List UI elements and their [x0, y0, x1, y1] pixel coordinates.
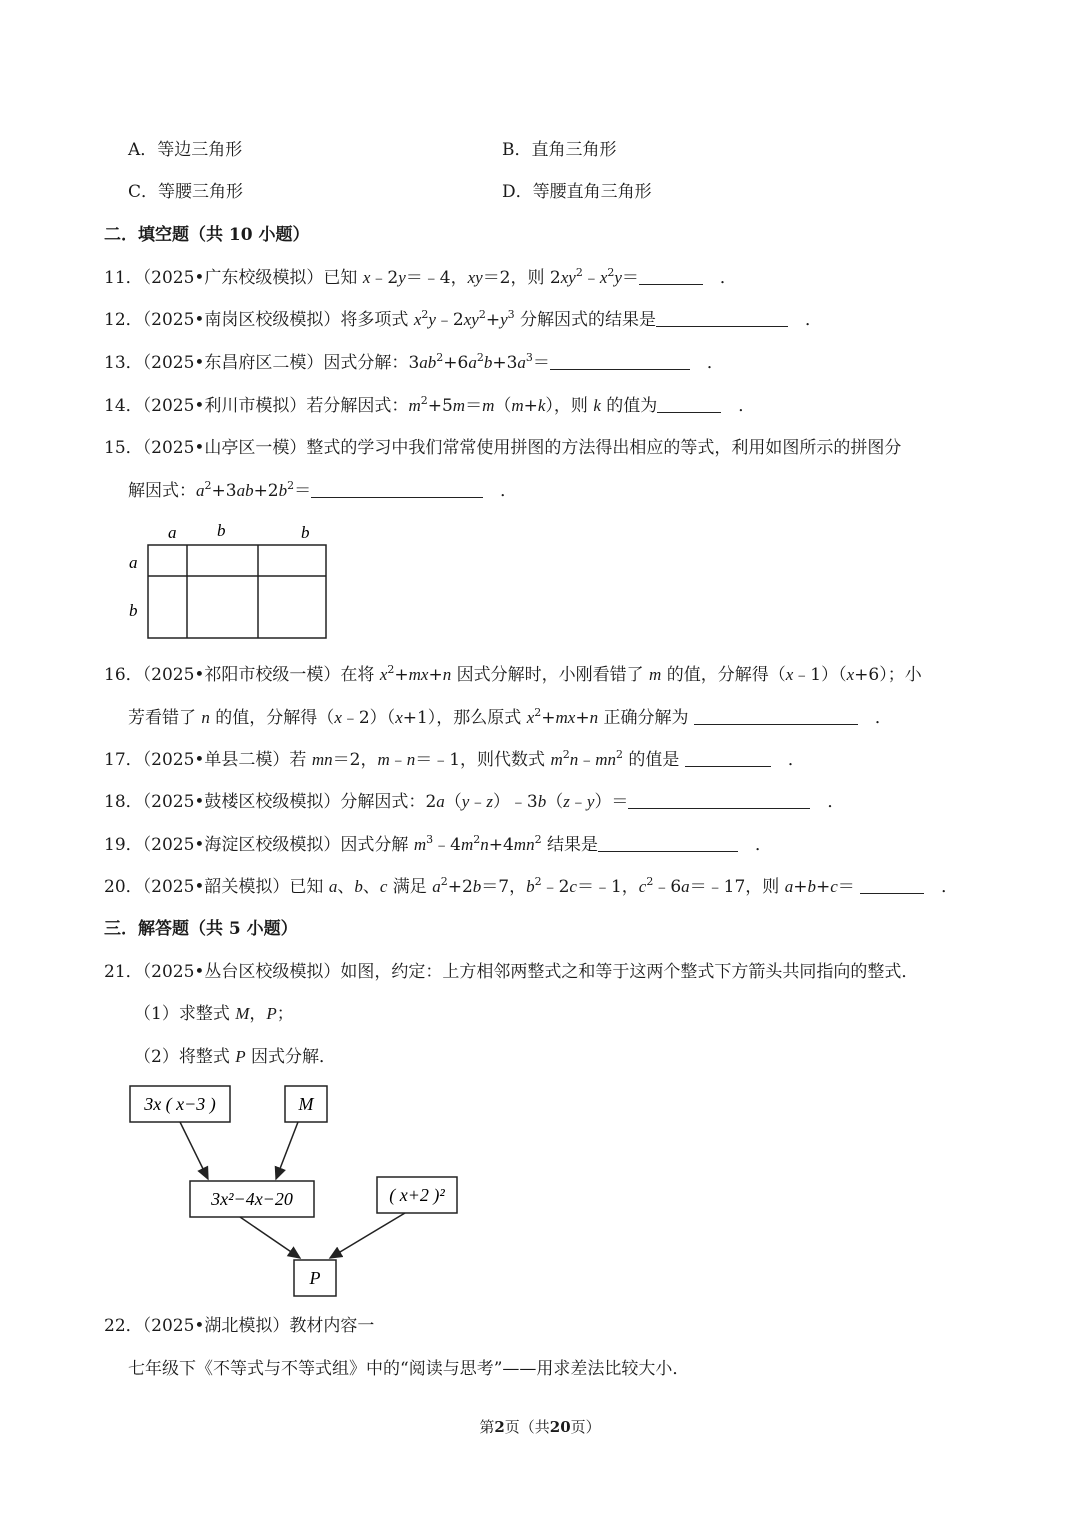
- answer-blank[interactable]: [598, 835, 738, 852]
- tiling-figure: [120, 516, 340, 646]
- section-answer-title: 三．解答题（共 5 小题）: [104, 919, 298, 939]
- question-19: 19．（2025•海淀区校级模拟）因式分解 $m^3﹣4m^2n+4mn^2$ 结果是 ．: [104, 833, 772, 855]
- question-21-part1-prefix: （1）求整式: [134, 1004, 230, 1024]
- answer-blank[interactable]: [628, 792, 810, 809]
- question-11: 11．（2025•广东校级模拟）已知 x﹣2y＝﹣4，xy＝2，则 $2xy^2﹣x^2y=$ ．: [104, 266, 737, 288]
- question-17-prefix: 17．（2025•单县二模）若: [104, 750, 307, 770]
- question-16-prefix: 16．（2025•祁阳市校级一模）在将: [104, 665, 375, 685]
- box-p-text: P: [309, 1268, 321, 1288]
- question-14: 14．（2025•利川市模拟）若分解因式：$m^2+5m=m(m+k)$，则 k 的值为 ．: [104, 394, 756, 416]
- answer-blank[interactable]: [656, 310, 788, 327]
- arrow-4: [330, 1213, 405, 1258]
- page-footer: [0, 1416, 1080, 1437]
- answer-blank[interactable]: [694, 708, 858, 725]
- answer-blank[interactable]: [639, 268, 703, 285]
- question-21-part2: （2）将整式 P 因式分解．: [134, 1047, 337, 1067]
- question-20-prefix: 20．（2025•韶关模拟）已知: [104, 877, 324, 897]
- choice-b: B．直角三角形: [502, 140, 617, 160]
- top-label-a: a: [168, 523, 177, 542]
- question-18-prefix: 18．（2025•鼓楼区校级模拟）分解因式：: [104, 792, 426, 812]
- choice-d: D．等腰直角三角形: [502, 182, 652, 202]
- answer-blank[interactable]: [685, 750, 771, 767]
- box-x-plus-2-squared-text: ( x+2 )²: [389, 1185, 445, 1205]
- box-3x-x-minus-3-text: 3x ( x−3 ): [144, 1094, 216, 1114]
- question-13: 13．（2025•东昌府区二模）因式分解：$3ab^2+6a^2b+3a^3=$ ．: [104, 351, 724, 373]
- question-12-prefix: 12．（2025•南岗区校级模拟）将多项式: [104, 310, 409, 330]
- question-11-prefix: 11．（2025•广东校级模拟）已知: [104, 268, 358, 288]
- question-21-stem: 21．（2025•丛台区校级模拟）如图，约定：上方相邻两整式之和等于这两个整式下方箭头共同指向的整式．: [104, 962, 919, 982]
- question-18: 18．（2025•鼓楼区校级模拟）分解因式：2a（y﹣z）﹣3b（z﹣y）＝ ．: [104, 792, 845, 812]
- question-22-line2: 七年级下《不等式与不等式组》中的“阅读与思考”——用求差法比较大小．: [128, 1359, 690, 1379]
- footer-page-number: 2: [494, 1418, 505, 1436]
- question-14-prefix: 14．（2025•利川市模拟）若分解因式：: [104, 396, 409, 416]
- question-16-line1: 16．（2025•祁阳市校级一模）在将 $x^2+mx+n$ 因式分解时，小刚看错了 m 的值，分解得（x﹣1）（x+6）；小: [104, 663, 922, 685]
- tiling-outline: [148, 545, 326, 638]
- question-16-line2: 芳看错了 n 的值，分解得（x﹣2）（x+1），那么原式 $x^2+mx+n$ 正确分解为 ．: [128, 706, 892, 728]
- side-label-b: b: [129, 601, 138, 620]
- footer-total-pages: 20: [549, 1418, 571, 1436]
- question-13-prefix: 13．（2025•东昌府区二模）因式分解：: [104, 353, 409, 373]
- box-3x2-4x-20-text: 3x²−4x−20: [211, 1189, 293, 1209]
- arrow-3: [240, 1217, 300, 1258]
- choice-a: A．等边三角形: [128, 140, 243, 160]
- question-15-line2-prefix: 解因式：: [128, 481, 196, 501]
- answer-blank[interactable]: [860, 877, 924, 894]
- top-label-b1: b: [217, 521, 226, 540]
- answer-blank[interactable]: [311, 481, 483, 498]
- section-fill-blank-title: 二．填空题（共 10 小题）: [104, 225, 310, 245]
- question-20: 20．（2025•韶关模拟）已知 a、b、c 满足 $a^2+2b=7$，$b^2﹣2c=﹣1$，$c^2﹣6a=﹣17$，则 a+b+c＝ ．: [104, 875, 959, 897]
- question-19-prefix: 19．（2025•海淀区校级模拟）因式分解: [104, 835, 409, 855]
- side-label-a: a: [129, 553, 138, 572]
- question-22-stem: 22．（2025•湖北模拟）教材内容一: [104, 1316, 375, 1336]
- question-21-part1: （1）求整式 M，P；: [134, 1004, 294, 1024]
- arrow-diagram: [120, 1076, 480, 1306]
- footer-prefix: 第: [479, 1418, 495, 1436]
- question-21-part2-prefix: （2）将整式: [134, 1047, 230, 1067]
- question-15-line2: 解因式：$a^2+3ab+2b^2=$ ．: [128, 479, 518, 501]
- footer-suffix: 页）: [570, 1418, 601, 1436]
- question-17: 17．（2025•单县二模）若 mn＝2，m﹣n＝﹣1，则代数式 $m^2n﹣mn^2$ 的值是 ．: [104, 748, 805, 770]
- arrow-1: [180, 1122, 208, 1179]
- footer-mid: 页（共: [504, 1418, 550, 1436]
- top-label-b2: b: [301, 523, 310, 542]
- choice-c: C．等腰三角形: [128, 182, 244, 202]
- question-15-line1: 15．（2025•山亭区一模）整式的学习中我们常常使用拼图的方法得出相应的等式，利用如图所示的拼图分: [104, 438, 902, 458]
- box-m-text: M: [298, 1094, 314, 1114]
- answer-blank[interactable]: [550, 353, 690, 370]
- question-12: 12．（2025•南岗区校级模拟）将多项式 $x^2y﹣2xy^2+y^3$ 分解因式的结果是 ．: [104, 308, 823, 330]
- answer-blank[interactable]: [657, 396, 721, 413]
- arrow-2: [276, 1122, 298, 1179]
